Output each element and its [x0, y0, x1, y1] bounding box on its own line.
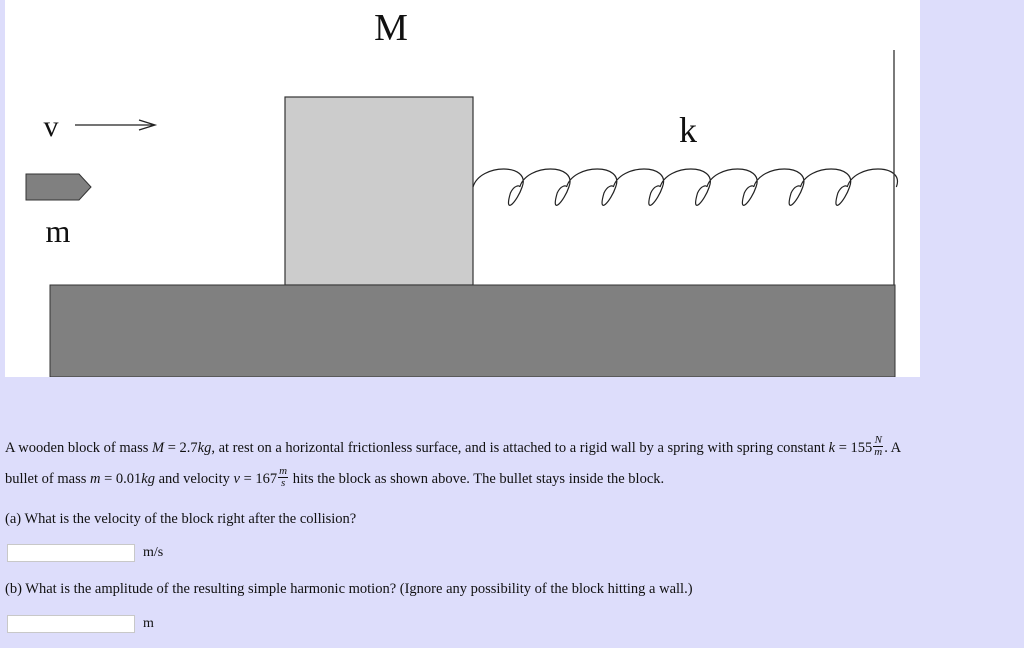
math-mass-block: M — [152, 439, 165, 456]
question-a-text: (a) What is the velocity of the block right after the collision? — [5, 511, 357, 527]
answer-b-row — [7, 614, 154, 634]
fraction-newton-per-meter — [873, 435, 883, 458]
velocity-arrow-icon — [75, 120, 155, 130]
problem-figure — [5, 0, 920, 377]
spring-constant-label: k — [679, 110, 697, 150]
problem-statement-line-1 — [5, 434, 902, 460]
bullet-mass-label: m — [45, 213, 71, 249]
fraction-denominator: m — [874, 446, 883, 458]
question-b-text: (b) What is the amplitude of the resulting simple harmonic motion? (Ignore any possibility of the block hitting a wall.) — [5, 581, 693, 597]
velocity-label: v — [43, 110, 59, 143]
math-spring-constant: k — [828, 439, 836, 456]
text-segment: A wooden block of mass — [5, 439, 152, 456]
answer-a-input[interactable] — [7, 544, 135, 562]
problem-statement-line-2 — [5, 465, 665, 491]
text-segment: = 167 — [239, 470, 278, 487]
text-segment: hits the block as shown above. The bullet stays inside the block. — [289, 470, 665, 487]
answer-b-input[interactable] — [7, 615, 135, 633]
block-mass-label: M — [374, 7, 408, 49]
figure-svg — [5, 0, 920, 377]
math-unit-kg: kg — [141, 470, 155, 487]
math-velocity: v — [233, 470, 240, 487]
fraction-numerator: m — [279, 465, 288, 477]
text-segment: . A — [884, 439, 902, 456]
text-segment: , at rest on a horizontal frictionless surface, and is attached to a rigid wall by a spring with spring constant — [211, 439, 829, 456]
answer-b-unit: m — [143, 616, 154, 631]
fraction-meter-per-second — [278, 466, 288, 489]
wooden-block — [285, 97, 473, 285]
answer-a-row — [7, 543, 163, 563]
fraction-numerator: N — [874, 434, 882, 446]
text-segment: bullet of mass — [5, 470, 90, 487]
text-segment: = 155 — [835, 439, 873, 456]
text-segment: = 0.01 — [100, 470, 142, 487]
text-segment: = 2.7 — [164, 439, 198, 456]
answer-a-unit: m/s — [143, 545, 164, 560]
spring-icon — [473, 169, 897, 205]
frictionless-surface — [50, 285, 895, 377]
math-bullet-mass: m — [89, 470, 101, 487]
math-unit-kg: kg — [197, 439, 212, 456]
bullet-icon — [26, 174, 91, 200]
fraction-denominator: s — [280, 477, 286, 489]
text-segment: and velocity — [154, 470, 234, 487]
